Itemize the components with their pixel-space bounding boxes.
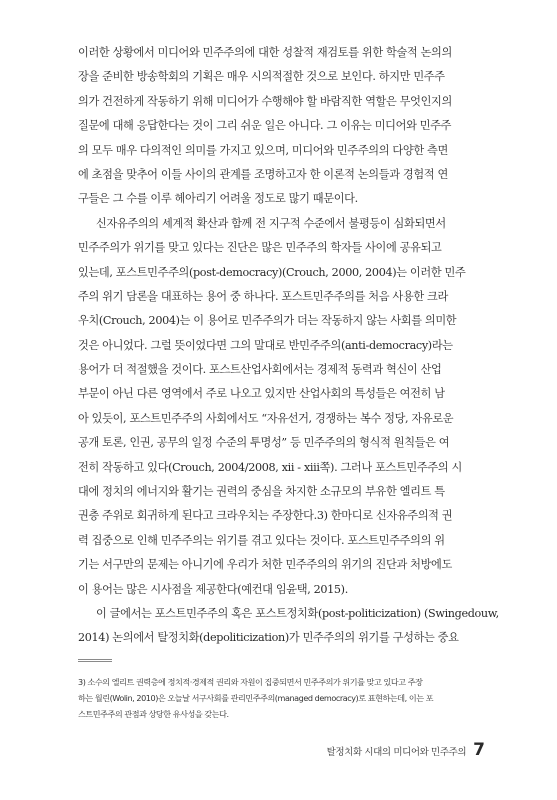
footnote-line: 3) 소수의 엘리트 권력층에 정치적·경제적 권리와 자원이 집중되면서 민주주의가 위기를 맞고 있다고 주장	[78, 677, 423, 687]
text-line: 장을 준비한 방송학회의 기획은 매우 시의적절한 것으로 보인다. 하지만 민주주	[78, 70, 445, 84]
text-line: 력 집중으로 인해 민주주의는 위기를 겪고 있다는 것이다. 포스트민주주의의 위	[78, 533, 445, 547]
running-footer	[327, 740, 485, 760]
text-line: 질문에 대해 응답한다는 것이 그리 쉬운 일은 아니다. 그 이유는 미디어와 민주주	[78, 119, 452, 133]
text-line: 2014) 논의에서 탈정치화(depoliticization)가 민주주의의 위기를 구성하는 중요	[78, 631, 459, 645]
text-line: 이 용어는 많은 시사점을 제공한다(예컨대 임윤택, 2015).	[78, 582, 348, 596]
footnote-line: 하는 월린(Wolin, 2010)은 오늘날 서구사회를 관리민주주의(managed democracy)로 표현하는데, 이는 포	[78, 693, 434, 703]
text-line: 대에 정치의 에너지와 활기는 권력의 중심을 차지한 소규모의 부유한 엘리트 특	[78, 485, 445, 499]
text-line: 민주주의가 위기를 맞고 있다는 진단은 많은 민주주의 학자들 사이에 공유되고	[78, 241, 442, 255]
text-line: 있는데, 포스트민주주의(post-democracy)(Crouch, 2000, 2004)는 이러한 민주	[78, 265, 466, 279]
body-text	[78, 41, 499, 651]
text-line: 신자유주의의 세계적 확산과 함께 전 지구적 수준에서 불평등이 심화되면서	[96, 216, 446, 230]
text-line: 용어가 더 적절했을 것이다. 포스트산업사회에서는 경제적 동력과 혁신이 산업	[78, 363, 442, 377]
text-line: 의 모두 매우 다의적인 의미를 가지고 있으며, 미디어와 민주주의의 다양한 측면	[78, 143, 448, 157]
footnote-line: 스트민주주의 관점과 상당한 유사성을 갖는다.	[78, 709, 229, 719]
text-line: 권층 주위로 회귀하게 된다고 크라우치는 주장한다.3) 한마디로 신자유주의적 권	[78, 509, 453, 523]
text-line: 구들은 그 수를 이루 헤아리기 어려울 정도로 많기 때문이다.	[78, 192, 358, 206]
running-title: 탈정치화 시대의 미디어와 민주주의	[326, 747, 467, 758]
paragraph-2	[78, 212, 478, 602]
text-line: 이러한 상황에서 미디어와 민주주의에 대한 성찰적 재검토를 위한 학술적 논의의	[78, 46, 452, 59]
text-line: 주의 위기 담론을 대표하는 용어 중 하나다. 포스트민주주의를 처음 사용한 크라	[78, 289, 448, 303]
footnote-3	[78, 674, 480, 722]
text-line: 아 있듯이, 포스트민주주의 사회에서도 “자유선거, 경쟁하는 복수 정당, 자유로운	[78, 411, 454, 425]
paragraph-3	[78, 602, 499, 651]
footnote-divider	[78, 659, 112, 662]
text-line: 공개 토론, 인권, 공무의 일정 수준의 투명성” 등 민주주의의 형식적 원칙들은 여	[78, 436, 450, 450]
text-line: 부문이 아닌 다른 영역에서 주로 나오고 있지만 산업사회의 특성들은 여전히 남	[78, 387, 445, 401]
text-line: 이 글에서는 포스트민주주의 혹은 포스트정치화(post-politicization) (Swingedouw,	[96, 606, 499, 620]
paragraph-1	[78, 41, 478, 212]
text-line: 에 초점을 맞추어 이들 사이의 관계를 조명하고자 한 이론적 논의들과 경험적 연	[78, 167, 448, 181]
text-line: 기는 서구만의 문제는 아니기에 우리가 처한 민주주의의 위기의 진단과 처방에도	[78, 558, 452, 572]
text-line: 것은 아니었다. 그럴 뜻이었다면 그의 말대로 반민주주의(anti-democracy)라는	[78, 338, 453, 352]
text-line: 전히 작동하고 있다(Crouch, 2004/2008, xii - xiii쪽). 그러나 포스트민주주의 시	[78, 460, 462, 474]
text-line: 의가 건전하게 작동하기 위해 미디어가 수행해야 할 바람직한 역할은 무엇인지의	[78, 94, 452, 108]
page-number: 7	[473, 740, 485, 760]
text-line: 우치(Crouch, 2004)는 이 용어로 민주주의가 더는 작동하지 않는 사회를 의미한	[78, 314, 457, 328]
